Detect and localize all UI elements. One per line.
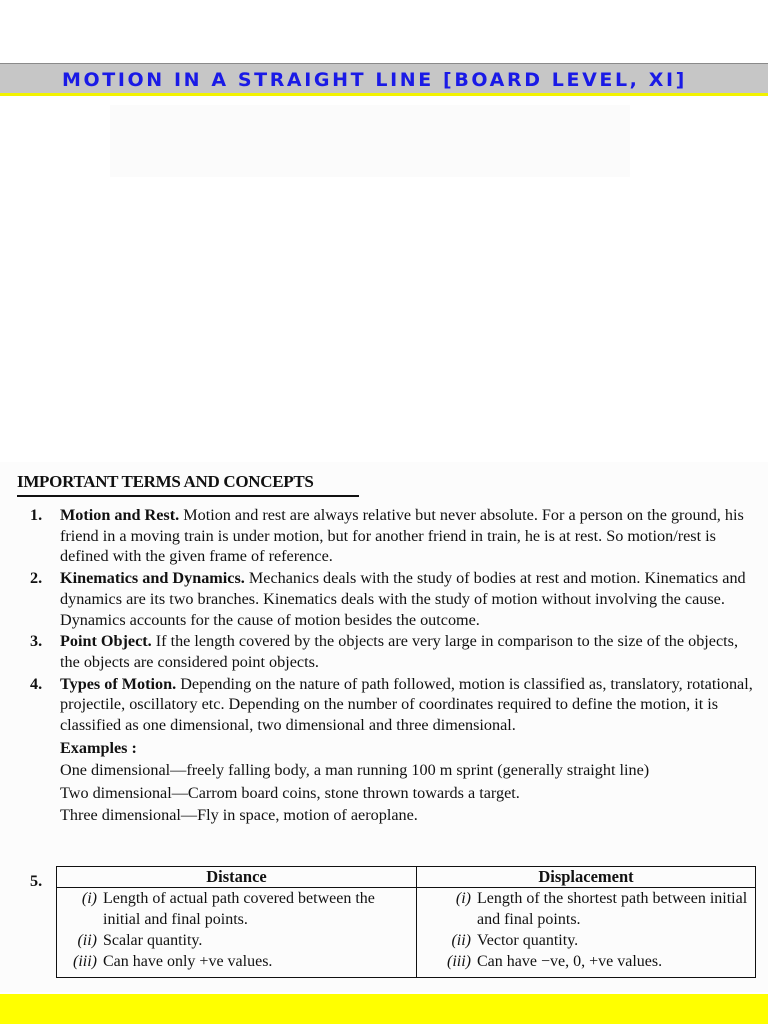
section-heading: IMPORTANT TERMS AND CONCEPTS [17,472,314,491]
distance-cell [57,888,417,978]
distance-point [57,930,416,951]
table-header-row [57,867,756,888]
displacement-point [417,930,755,951]
example-line: One dimensional—freely falling body, a man running 100 m sprint (generally straight line) [60,761,650,780]
page-title: MOTION IN A STRAIGHT LINE [BOARD LEVEL, XI] [62,69,687,91]
concept-item [30,631,758,672]
example-line: Two dimensional—Carrom board coins, stone thrown towards a target. [60,783,520,802]
table-row [57,888,756,978]
point-text: Length of actual path covered between the initial and final points. [103,890,375,928]
heading-underline [17,495,359,497]
item-term: Motion and Rest. [60,506,180,524]
point-text: Length of the shortest path between initial and final points. [477,890,748,928]
item-term: Point Object. [60,632,152,651]
roman-numeral: (i) [81,890,97,907]
concept-list [30,505,758,827]
item-number: 1. [30,506,43,524]
displacement-point [417,951,755,972]
roman-numeral: (ii) [77,932,97,949]
item-number: 5. [30,872,43,890]
comparison-table [56,866,756,978]
concept-item [30,568,758,630]
item-text: Depending on the nature of path followed, motion is classified as, translatory, rotational, projectile, oscillatory etc. Depending on the number of coordinates required to define the motion, it is classified as one dimensional, two dimensional and three dimensional. [60,674,753,735]
concept-item [30,674,758,736]
example-line: Three dimensional—Fly in space, motion of aeroplane. [60,806,418,825]
examples-block [30,737,758,827]
roman-numeral: (i) [455,890,471,907]
item-text: Mechanics deals with the study of bodies at rest and motion. Kinematics and dynamics are its two branches. Kinematics deals with the study of motion without involving the cause. Dynamics accounts for the cause of motion besides the outcome. [60,569,746,629]
roman-numeral: (iii) [73,953,97,970]
displacement-cell [417,888,756,978]
blank-region [110,105,630,177]
item-text: If the length covered by the objects are very large in comparison to the size of the objects, the objects are considered point objects. [60,632,739,671]
item-term: Types of Motion. [60,674,177,693]
item-text: Motion and rest are always relative but never absolute. For a person on the ground, his friend in a moving train is under motion, but for another friend in train, he is at rest. So motion/rest is defined with the given frame of reference. [60,506,744,566]
point-text: Can have only +ve values. [103,953,273,970]
item-number: 4. [30,674,43,693]
concept-item [30,505,758,567]
distance-point [57,888,416,930]
column-header-distance: Distance [57,867,417,888]
item-term: Kinematics and Dynamics. [60,569,245,588]
point-text: Can have −ve, 0, +ve values. [477,953,663,970]
point-text: Vector quantity. [477,932,579,949]
examples-title: Examples : [60,738,137,757]
distance-point [57,951,416,972]
roman-numeral: (iii) [447,953,471,970]
column-header-displacement: Displacement [417,867,756,888]
item-number: 2. [30,569,43,588]
title-banner [0,63,768,96]
displacement-point [417,888,755,930]
roman-numeral: (ii) [451,932,471,949]
point-text: Scalar quantity. [103,932,203,949]
footer-band [0,994,768,1024]
item-number: 3. [30,632,43,651]
